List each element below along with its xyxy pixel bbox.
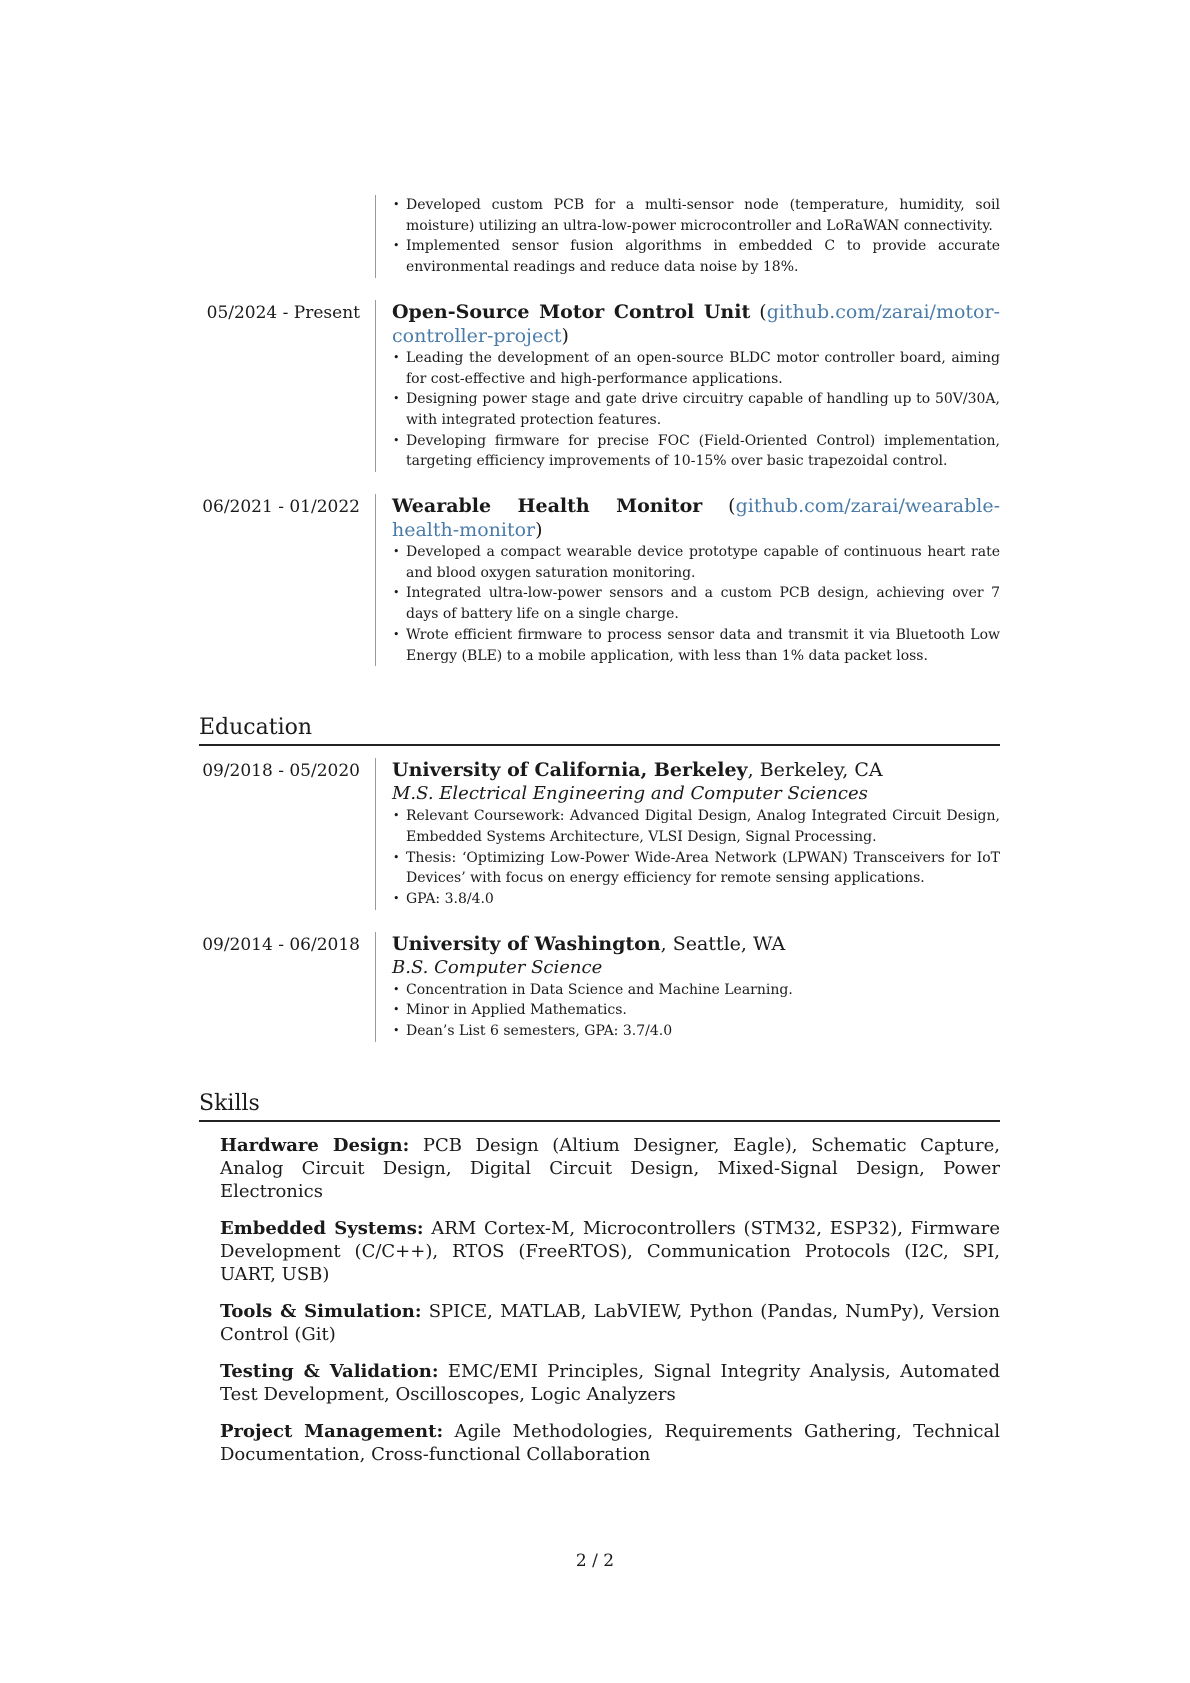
list-item: • Integrated ultra-low-power sensors and a custom PCB design, achieving over 7 days of battery life on a single charge. (392, 583, 1000, 624)
skill-label: Tools & Simulation: (220, 1300, 422, 1322)
project-body (375, 300, 1000, 472)
institution-line (392, 758, 1000, 782)
project-date (200, 195, 375, 196)
project-bullets (392, 195, 1000, 278)
skill-hardware-design (200, 1134, 1000, 1203)
skill-label: Project Management: (220, 1420, 444, 1442)
institution-name: University of Washington (392, 932, 661, 955)
project-body (375, 195, 1000, 278)
education-body (375, 932, 1000, 1042)
list-item: • Developed a compact wearable device prototype capable of continuous heart rate and blood oxygen saturation monitoring. (392, 542, 1000, 583)
project-link[interactable]: github.com/zarai/wearable-health-monitor (392, 495, 1001, 542)
project-body (375, 494, 1000, 666)
education-entry-berkeley (200, 758, 1000, 910)
skill-embedded-systems (200, 1217, 1000, 1286)
education-heading: Education (199, 714, 1000, 746)
skill-label: Hardware Design: (220, 1134, 410, 1156)
skill-text: EMC/EMI Principles, Signal Integrity Analysis, Automated Test Development, Oscilloscopes, Logic Analyzers (220, 1360, 1000, 1405)
list-item: • Implemented sensor fusion algorithms in embedded C to provide accurate environmental readings and reduce data noise by 18%. (392, 236, 1000, 277)
skill-text: SPICE, MATLAB, LabVIEW, Python (Pandas, NumPy), Version Control (Git) (220, 1300, 1000, 1345)
skill-text: ARM Cortex-M, Microcontrollers (STM32, ESP32), Firmware Development (C/C++), RTOS (FreeRTOS), Communication Protocols (I2C, SPI, UART, USB) (220, 1217, 1000, 1285)
list-item: • Minor in Applied Mathematics. (392, 1000, 1000, 1021)
education-entry-washington (200, 932, 1000, 1042)
education-date: 09/2018 - 05/2020 (202, 761, 360, 782)
project-date: 05/2024 - Present (206, 302, 360, 323)
list-item: • Concentration in Data Science and Machine Learning. (392, 980, 1000, 1001)
skill-label: Testing & Validation: (220, 1360, 439, 1382)
degree: M.S. Electrical Engineering and Computer Sciences (392, 783, 868, 805)
education-bullets (392, 806, 1000, 910)
list-item: • Relevant Coursework: Advanced Digital Design, Analog Integrated Circuit Design, Embedded Systems Architecture, VLSI Design, Signal Processing. (392, 806, 1000, 847)
education-body (375, 758, 1000, 910)
degree: B.S. Computer Science (392, 956, 603, 978)
list-item: • Leading the development of an open-source BLDC motor controller board, aiming for cost-effective and high-performance applications. (392, 348, 1000, 389)
list-item: • GPA: 3.8/4.0 (392, 889, 1000, 910)
project-title: Open-Source Motor Control Unit (392, 300, 751, 323)
skill-project-management (200, 1420, 1000, 1466)
institution-name: University of California, Berkeley (392, 759, 748, 782)
project-entry-motor-control (200, 300, 1000, 472)
list-item: • Developed custom PCB for a multi-sensor node (temperature, humidity, soil moisture) utilizing an ultra-low-power microcontroller and LoRaWAN connectivity. (392, 195, 1000, 236)
project-title: Wearable Health Monitor (392, 495, 703, 518)
skill-tools-simulation (200, 1300, 1000, 1346)
page-number: 2 / 2 (575, 1551, 615, 1571)
institution-line (392, 932, 1000, 956)
list-item: • Designing power stage and gate drive circuitry capable of handling up to 50V/30A, with integrated protection features. (392, 389, 1000, 430)
institution-location: , Berkeley, CA (747, 759, 883, 782)
list-item: • Dean’s List 6 semesters, GPA: 3.7/4.0 (392, 1021, 1000, 1042)
project-entry-wearable (200, 494, 1000, 666)
list-item: • Thesis: ‘Optimizing Low-Power Wide-Area Network (LPWAN) Transceivers for IoT Devices’ with focus on energy efficiency for remote sensing applications. (392, 848, 1000, 889)
skill-testing-validation (200, 1360, 1000, 1406)
education-date: 09/2014 - 06/2018 (202, 934, 360, 955)
project-date: 06/2021 - 01/2022 (202, 497, 360, 518)
skills-list (200, 1134, 1000, 1466)
skill-label: Embedded Systems: (220, 1217, 424, 1239)
project-bullets (392, 542, 1000, 666)
skills-heading: Skills (199, 1090, 1000, 1122)
project-title-line: Wearable Health Monitor (github.com/zarai/wearable-health-monitor) (392, 495, 1001, 542)
education-bullets (392, 980, 1000, 1042)
project-link[interactable]: github.com/zarai/motor-controller-project (392, 300, 1000, 347)
skill-text: Agile Methodologies, Requirements Gathering, Technical Documentation, Cross-functional Collaboration (220, 1420, 1000, 1465)
project-bullets (392, 348, 1000, 472)
institution-location: , Seattle, WA (660, 932, 786, 955)
project-entry-continued (200, 195, 1000, 278)
skill-text: PCB Design (Altium Designer, Eagle), Schematic Capture, Analog Circuit Design, Digital Circuit Design, Mixed-Signal Design, Power Electronics (220, 1134, 1000, 1202)
list-item: • Wrote efficient firmware to process sensor data and transmit it via Bluetooth Low Energy (BLE) to a mobile application, with less than 1% data packet loss. (392, 625, 1000, 666)
project-title-line: Open-Source Motor Control Unit (github.com/zarai/motor-controller-project) (392, 300, 1000, 347)
list-item: • Developing firmware for precise FOC (Field-Oriented Control) implementation, targeting efficiency improvements of 10-15% over basic trapezoidal control. (392, 431, 1000, 472)
resume-page-2 (200, 195, 1000, 1480)
